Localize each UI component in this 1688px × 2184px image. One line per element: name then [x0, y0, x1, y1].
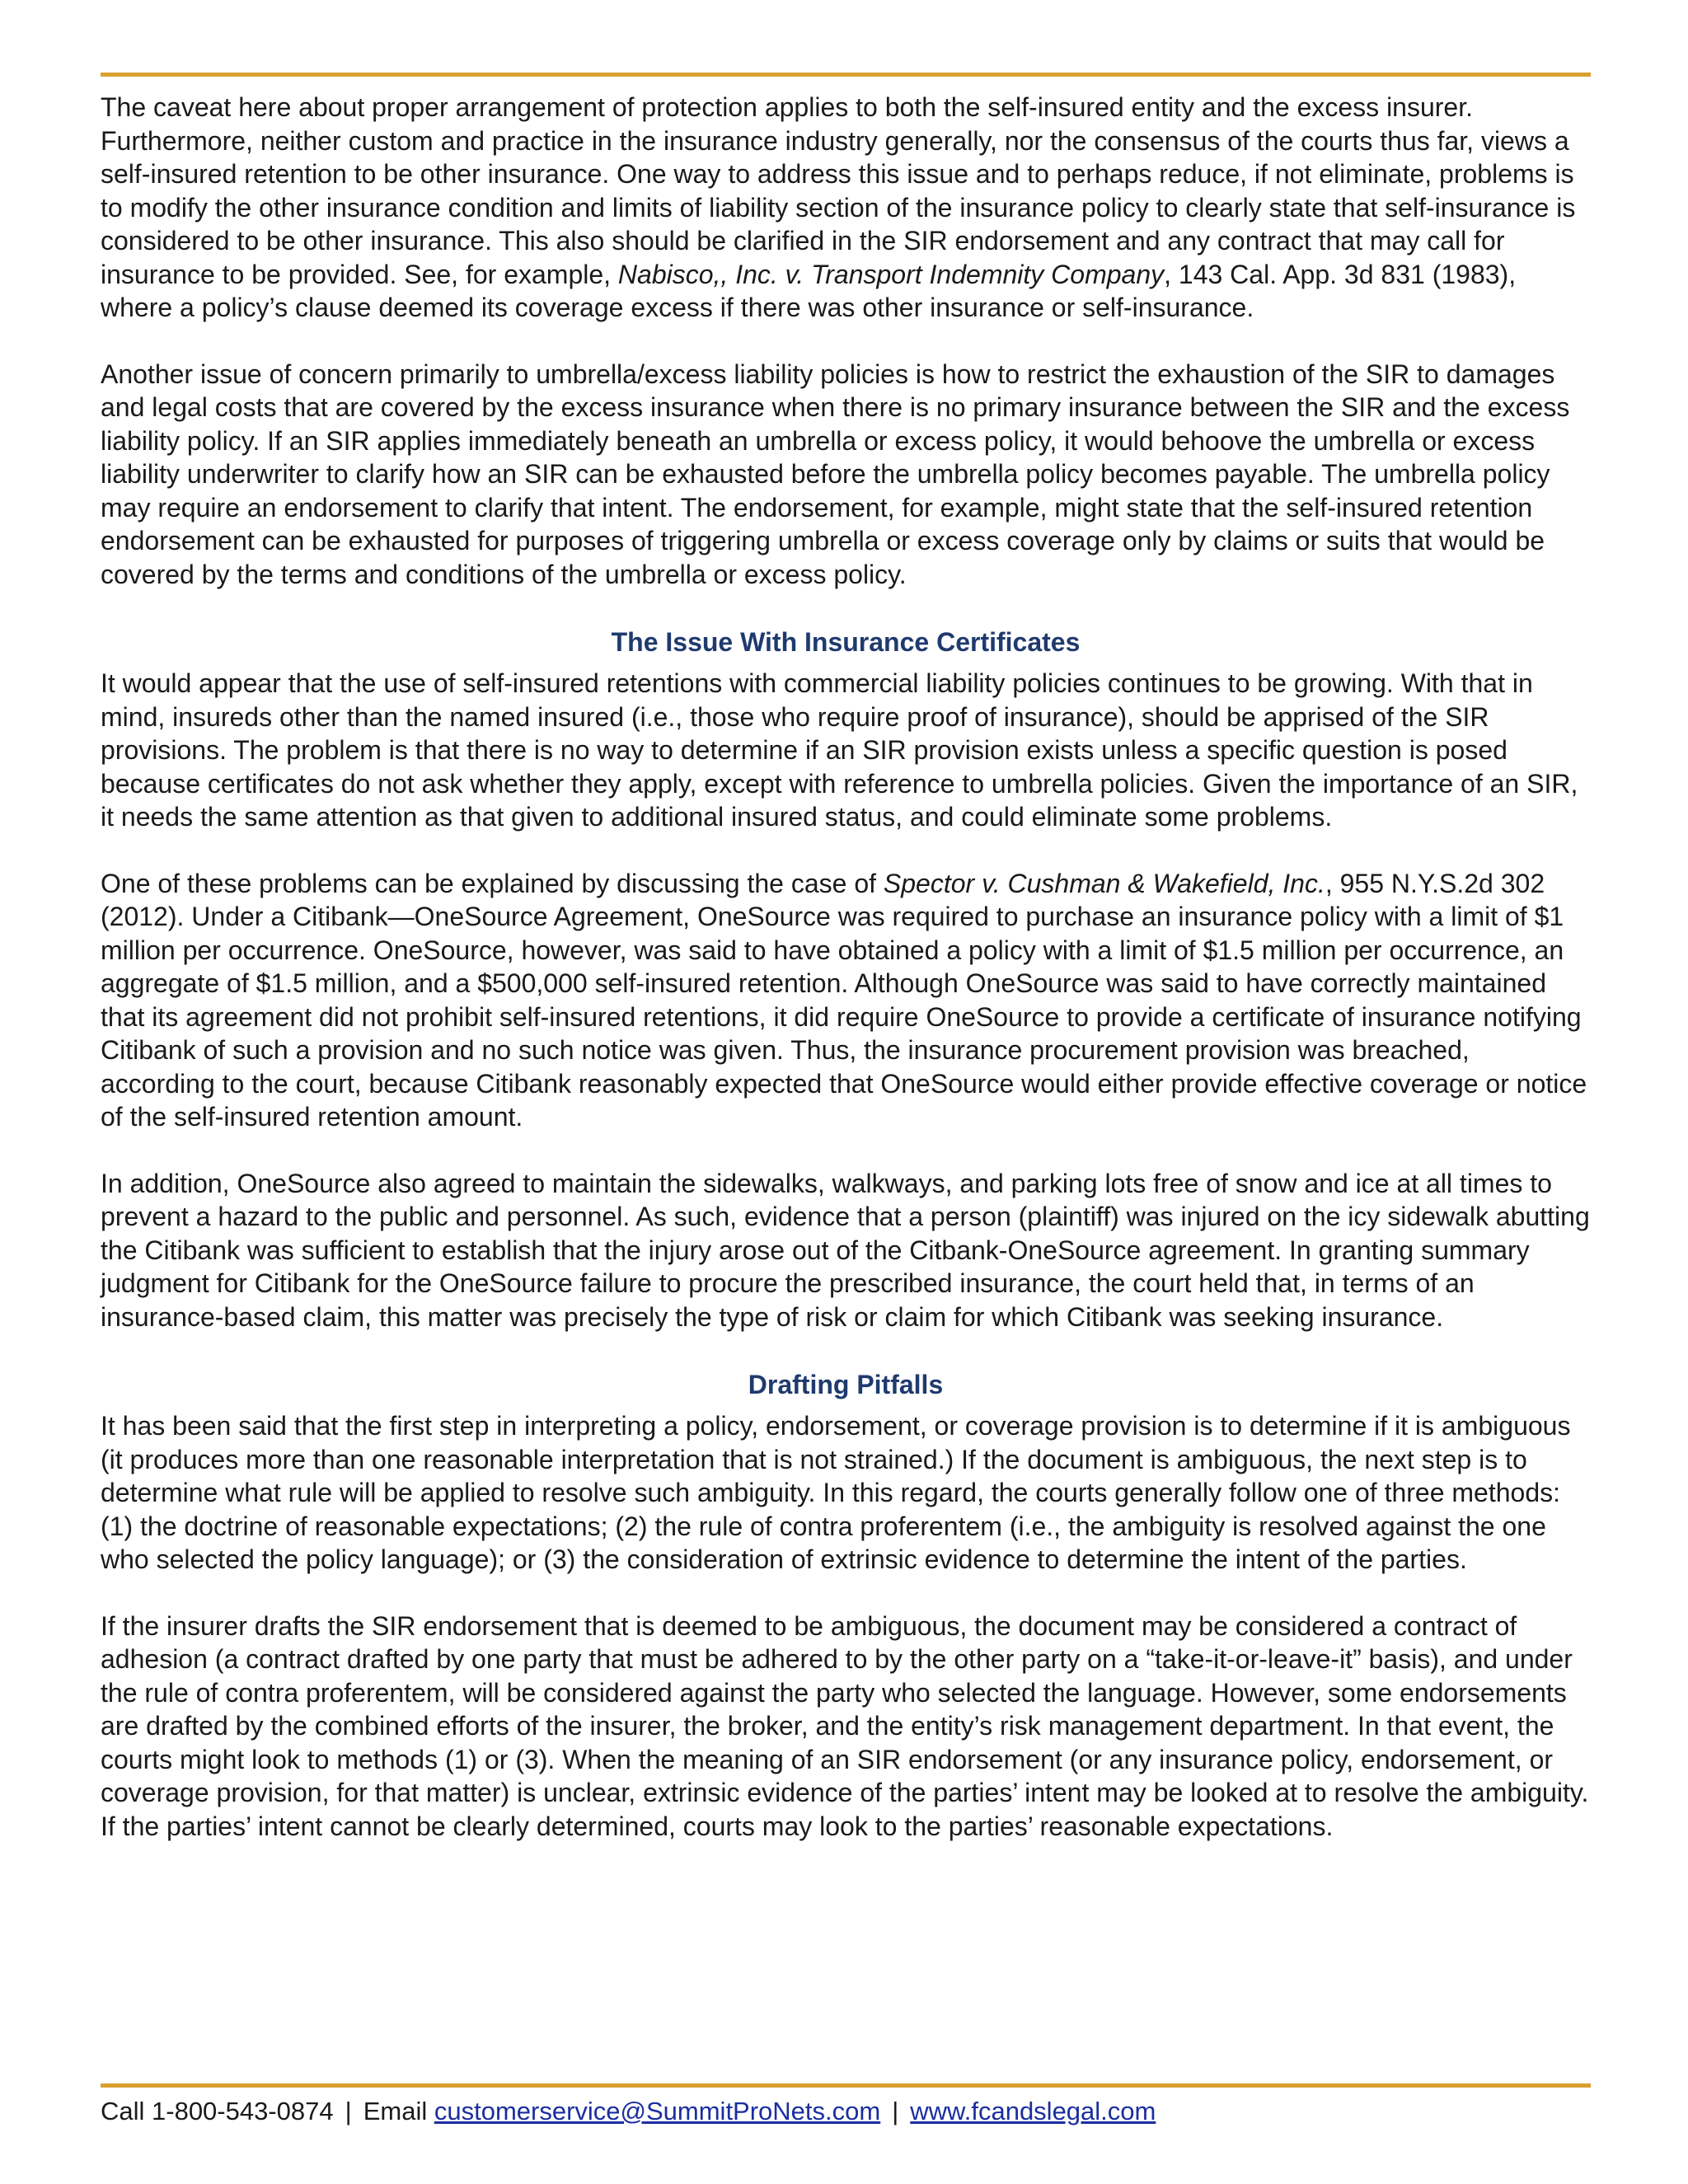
- bottom-divider: [101, 2083, 1591, 2088]
- paragraph-umbrella-exhaustion: Another issue of concern primarily to umbrella/excess liability policies is how to restrict the exhaustion of the SIR to damages and legal costs that are covered by the excess insurance when there is no primary insurance between the SIR and the excess liability policy. If an SIR applies immediately beneath an umbrella or excess policy, it would behoove the umbrella or excess liability underwriter to clarify how an SIR can be exhausted before the umbrella policy becomes payable. The umbrella policy may require an endorsement to clarify that intent. The endorsement, for example, might state that the self-insured retention endorsement can be exhausted for purposes of triggering umbrella or excess coverage only by claims or suits that would be covered by the terms and conditions of the umbrella or excess policy.: [101, 359, 1570, 589]
- paragraph-other-insurance: [101, 91, 1591, 325]
- paragraph-text: , 955 N.Y.S.2d 302 (2012). Under a Citibank—OneSource Agreement, OneSource was required to purchase an insurance policy with a limit of $1 million per occurrence. OneSource, however, was said to have obtained a policy with a limit of $1.5 million per occurrence, an aggregate of $1.5 million, and a $500,000 self-insured retention. Although OneSource was said to have correctly maintained that its agreement did not prohibit self-insured retentions, it did require OneSource to provide a certificate of insurance notifying Citibank of such a provision and no such notice was given. Thus, the insurance procurement provision was breached, according to the court, because Citibank reasonably expected that OneSource would either provide effective coverage or notice of the self-insured retention amount.: [101, 868, 1587, 1132]
- case-citation: Nabisco,, Inc. v. Transport Indemnity Company: [617, 259, 1165, 289]
- footer-separator: |: [345, 2097, 352, 2125]
- paragraph-spector-case: [101, 867, 1591, 1134]
- paragraph-sidewalk-claim: In addition, OneSource also agreed to maintain the sidewalks, walkways, and parking lots free of snow and ice at all times to prevent a hazard to the public and personnel. As such, evidence that a person (plaintiff) was injured on the icy sidewalk abutting the Citibank was sufficient to establish that the injury arose out of the Citbank-OneSource agreement. In granting summary judgment for Citibank for the OneSource failure to procure the prescribed insurance, the court held that, in terms of an insurance-based claim, this matter was precisely the type of risk or claim for which Citibank was seeking insurance.: [101, 1168, 1590, 1332]
- paragraph-text: , 143 Cal. App. 3d 831 (1983), where a policy’s clause deemed its coverage excess if there was other insurance or self-insurance.: [101, 259, 1517, 322]
- paragraph-certificates: It would appear that the use of self-insured retentions with commercial liability policies continues to be growing. With that in mind, insureds other than the named insured (i.e., those who require proof of insurance), should be apprised of the SIR provisions. The problem is that there is no way to determine if an SIR provision exists unless a specific question is posed because certificates do not ask whether they apply, except with reference to umbrella policies. Given the importance of an SIR, it needs the same attention as that given to additional insured status, and could eliminate some problems.: [101, 668, 1578, 832]
- section-heading-certificates: The Issue With Insurance Certificates: [611, 627, 1081, 657]
- paragraph-contract-adhesion: If the insurer drafts the SIR endorsement that is deemed to be ambiguous, the document may be considered a contract of adhesion (a contract drafted by one party that must be adhered to by the other party on a “take-it-or-leave-it” basis), and under the rule of contra proferentem, will be considered against the party who selected the language. However, some endorsements are drafted by the combined efforts of the insurer, the broker, and the entity’s risk management department. In that event, the courts might look to methods (1) or (3). When the meaning of an SIR endorsement (or any insurance policy, endorsement, or coverage provision, for that matter) is unclear, extrinsic evidence of the parties’ intent may be looked at to resolve the ambiguity. If the parties’ intent cannot be clearly determined, courts may look to the parties’ reasonable expectations.: [101, 1610, 1589, 1841]
- footer-separator: |: [892, 2097, 899, 2125]
- contact-footer: [101, 2093, 1156, 2130]
- phone-text: Call 1-800-543-0874: [101, 2097, 334, 2125]
- case-citation: Spector v. Cushman & Wakefield, Inc.: [883, 868, 1325, 898]
- email-label: Email: [363, 2097, 434, 2125]
- paragraph-text: The caveat here about proper arrangement of protection applies to both the self-insured entity and the excess insurer. Furthermore, neither custom and practice in the insurance industry generally, nor the consensus of the courts thus far, views a self-insured retention to be other insurance. One way to address this issue and to perhaps reduce, if not eliminate, problems is to modify the other insurance condition and limits of liability section of the insurance policy to clearly state that self-insurance is considered to be other insurance. This also should be clarified in the SIR endorsement and any contract that may call for insurance to be provided. See, for example,: [101, 92, 1576, 289]
- section-heading-drafting: Drafting Pitfalls: [748, 1370, 944, 1399]
- document-body: [101, 91, 1591, 1876]
- paragraph-ambiguity-rules: It has been said that the first step in interpreting a policy, endorsement, or coverage provision is to determine if it is ambiguous (it produces more than one reasonable interpretation that is not strained.) If the document is ambiguous, the next step is to determine what rule will be applied to resolve such ambiguity. In this regard, the courts generally follow one of three methods: (1) the doctrine of reasonable expectations; (2) the rule of contra proferentem (i.e., the ambiguity is resolved against the one who selected the policy language); or (3) the consideration of extrinsic evidence to determine the intent of the parties.: [101, 1411, 1571, 1574]
- top-divider: [101, 73, 1591, 77]
- paragraph-text: One of these problems can be explained by discussing the case of: [101, 868, 884, 898]
- email-link[interactable]: customerservice@SummitProNets.com: [434, 2097, 881, 2125]
- website-link[interactable]: www.fcandslegal.com: [910, 2097, 1156, 2125]
